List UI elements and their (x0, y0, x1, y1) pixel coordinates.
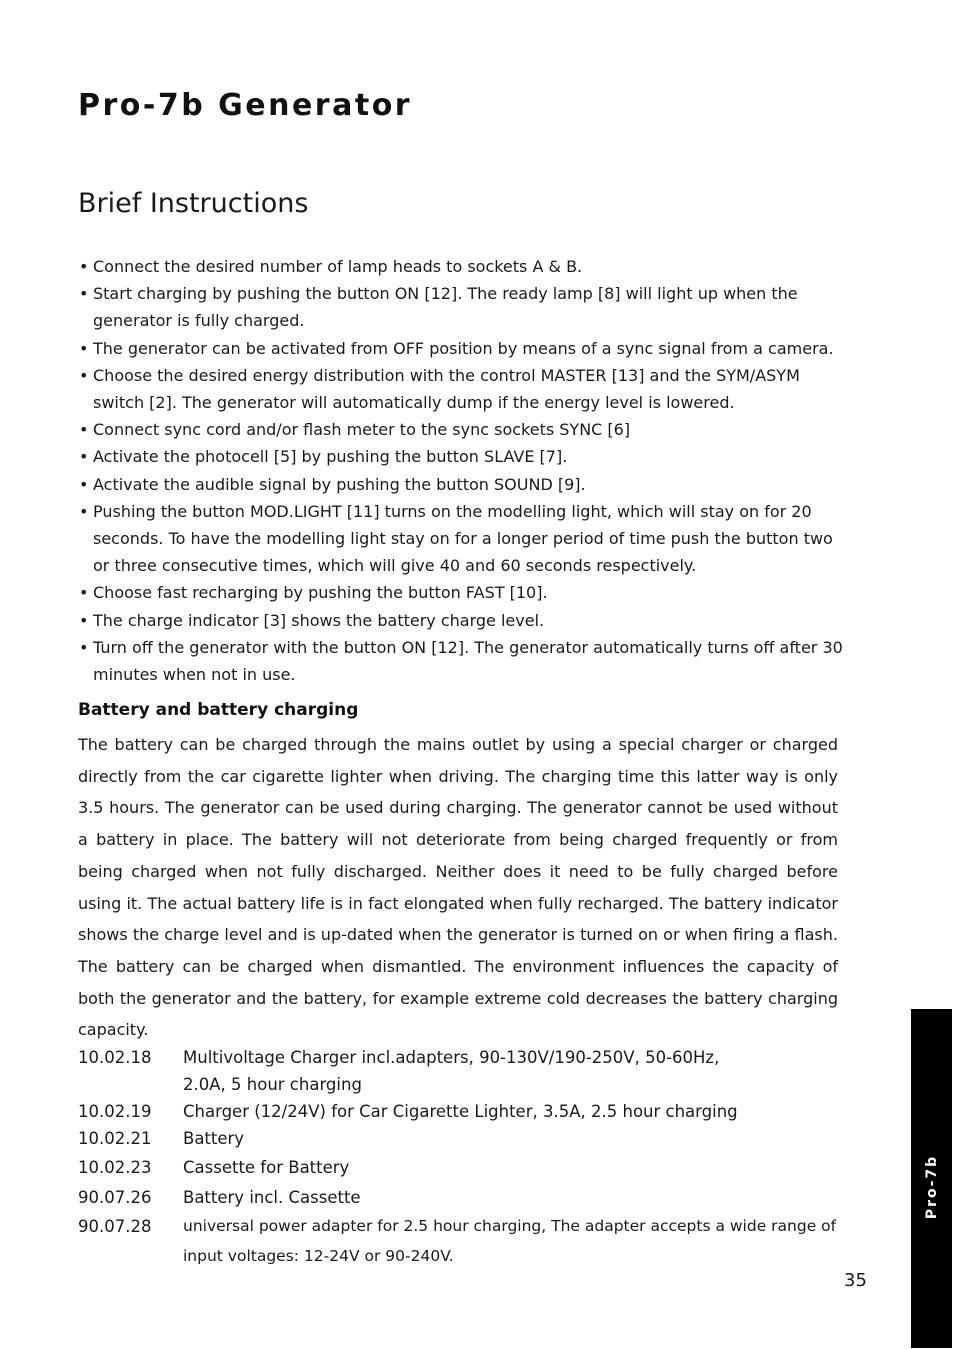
list-item (78, 253, 848, 280)
part-row (78, 1153, 848, 1183)
list-item (78, 280, 848, 334)
battery-heading: Battery and battery charging (78, 700, 359, 720)
list-item-text: Start charging by pushing the button ON [12]. The ready lamp [8] will light up when the generator is fully charged. (93, 284, 798, 331)
part-code: 90.07.26 (78, 1187, 152, 1207)
part-code: 10.02.21 (78, 1129, 152, 1148)
side-tab-label: Pro-7b (923, 1154, 940, 1220)
list-item (78, 335, 848, 362)
part-code: 10.02.18 (78, 1048, 152, 1067)
page-title: Pro-7b Generator (78, 88, 413, 123)
bullet-icon: • (79, 338, 89, 358)
list-item-text: Activate the audible signal by pushing the button SOUND [9]. (93, 474, 586, 494)
chapter-side-tab (911, 1009, 952, 1348)
part-description: Battery (183, 1129, 245, 1148)
instructions-list (78, 253, 848, 688)
part-description: universal power adapter for 2.5 hour charging, The adapter accepts a wide range of input voltages: 12-24V or 90-240V. (183, 1217, 837, 1265)
list-item (78, 607, 848, 634)
bullet-icon: • (79, 637, 89, 657)
part-description: Multivoltage Charger incl.adapters, 90-130V/190-250V, 50-60Hz, 2.0A, 5 hour charging (183, 1048, 720, 1094)
list-item (78, 362, 848, 416)
list-item-text: Choose fast recharging by pushing the button FAST [10]. (93, 583, 548, 603)
list-item-text: Pushing the button MOD.LIGHT [11] turns on the modelling light, which will stay on for 20 seconds. To have the modelling light stay on for a longer period of time push the button two or three consecutive times, which will give 40 and 60 seconds respectively. (93, 501, 833, 576)
battery-paragraph: The battery can be charged through the mains outlet by using a special charger or charged directly from the car cigarette lighter when driving. The charging time this latter way is only 3.5 hours. The generator can be used during charging. The generator cannot be used without a battery in place. The battery will not deteriorate from being charged frequently or from being charged when not fully discharged. Neither does it need to be fully charged before using it. The actual battery life is in fact elongated when fully recharged. The battery indicator shows the charge level and is up-dated when the generator is turned on or when firing a flash. The battery can be charged when dismantled. The environment influences the capacity of both the generator and the battery, for example extreme cold decreases the battery charging capacity. (78, 735, 838, 1040)
part-description: Charger (12/24V) for Car Cigarette Lighter, 3.5A, 2.5 hour charging (183, 1102, 738, 1121)
list-item-text: Turn off the generator with the button ON [12]. The generator automatically turns off after 30 minutes when not in use. (93, 637, 843, 685)
bullet-icon: • (79, 583, 89, 603)
part-code: 10.02.23 (78, 1158, 152, 1177)
list-item (78, 579, 848, 606)
list-item (78, 471, 848, 498)
bullet-icon: • (79, 610, 89, 630)
list-item (78, 416, 848, 443)
bullet-icon: • (79, 284, 89, 304)
list-item-text: The charge indicator [3] shows the battery charge level. (93, 610, 545, 630)
list-item (78, 498, 848, 580)
list-item (78, 443, 848, 470)
list-item-text: Connect sync cord and/or flash meter to the sync sockets SYNC [6] (93, 420, 631, 440)
list-item-text: Connect the desired number of lamp heads to sockets A & B. (93, 257, 583, 276)
bullet-icon: • (79, 474, 89, 494)
list-item (78, 634, 848, 688)
bullet-icon: • (79, 365, 89, 385)
page-number: 35 (844, 1270, 867, 1291)
list-item-text: The generator can be activated from OFF position by means of a sync signal from a camera. (93, 338, 834, 358)
part-row (78, 1125, 848, 1152)
section-subtitle: Brief Instructions (78, 188, 309, 219)
part-code: 90.07.28 (78, 1217, 152, 1236)
part-description: Cassette for Battery (183, 1158, 350, 1177)
bullet-icon: • (79, 420, 89, 440)
part-description: Battery incl. Cassette (183, 1187, 361, 1207)
part-row (78, 1044, 848, 1098)
part-row (78, 1183, 848, 1213)
bullet-icon: • (79, 257, 89, 276)
list-item-text: Choose the desired energy distribution with the control MASTER [13] and the SYM/ASYM switch [2]. The generator will automatically dump if the energy level is lowered. (93, 365, 800, 413)
bullet-icon: • (79, 501, 89, 521)
part-code: 10.02.19 (78, 1102, 152, 1121)
part-row (78, 1212, 848, 1271)
bullet-icon: • (79, 447, 89, 467)
list-item-text: Activate the photocell [5] by pushing the button SLAVE [7]. (93, 447, 568, 467)
part-row (78, 1098, 848, 1125)
parts-list (78, 1044, 848, 1271)
